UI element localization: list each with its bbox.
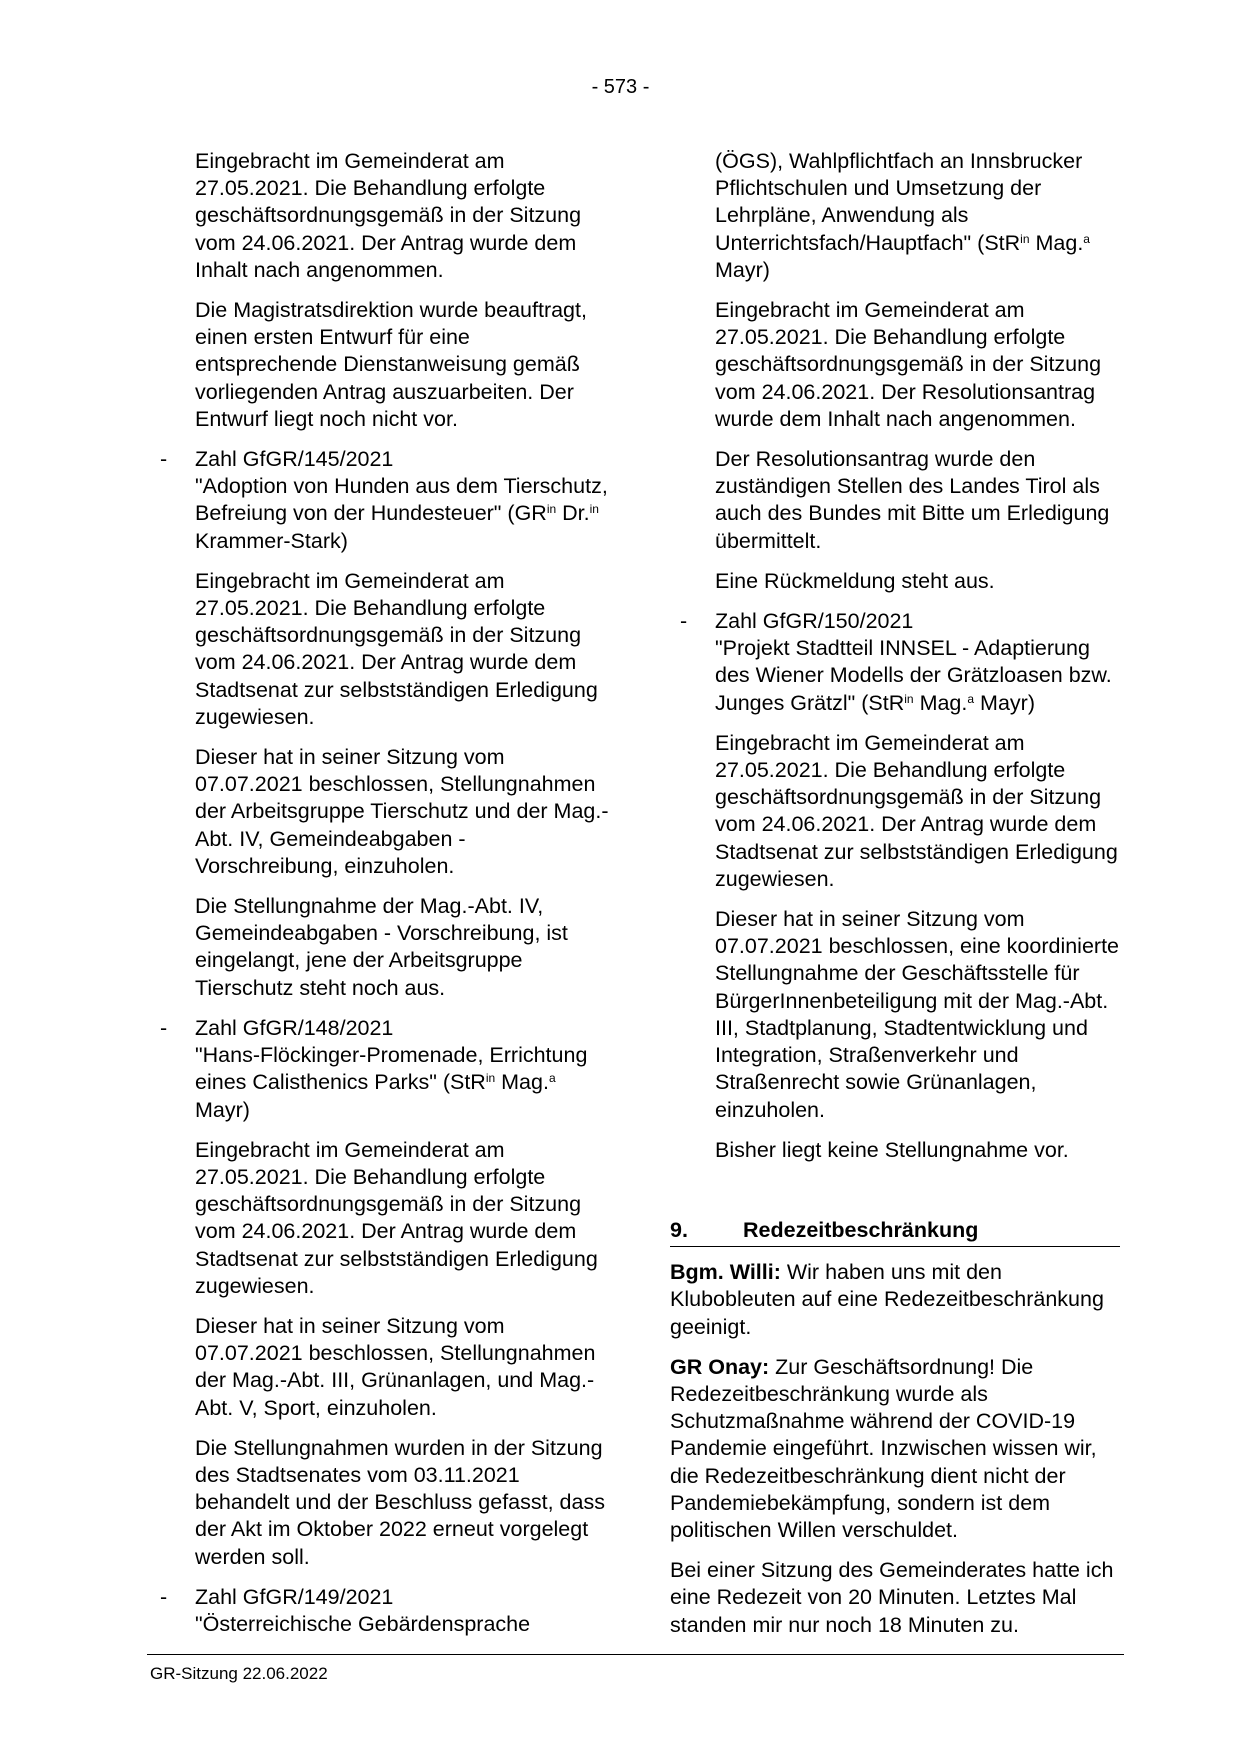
superscript: a <box>548 1071 556 1086</box>
title-text: Mag. <box>495 1070 549 1095</box>
item-title <box>715 635 1120 717</box>
superscript: in <box>589 502 599 517</box>
paragraph: Der Resolutionsantrag wurde den zuständigen Stellen des Landes Tirol als auch des Bundes mit Bitte um Erledigung übermittelt. <box>715 447 1110 553</box>
section-heading <box>670 1217 1120 1247</box>
item-title <box>195 1042 610 1124</box>
list-dash: - <box>160 1584 168 1609</box>
list-dash: - <box>160 447 168 472</box>
title-text: Dr. <box>556 501 590 526</box>
speech <box>670 1354 1120 1544</box>
title-text: "Adoption von Hunden aus dem Tierschutz, Befreiung von der Hundesteuer" (GR <box>195 474 608 526</box>
section-number: 9. <box>670 1217 688 1242</box>
title-text: Mayr) <box>715 257 770 282</box>
paragraph: Eingebracht im Gemeinderat am 27.05.2021. Die Behandlung erfolgte geschäftsordnungsgemäß in der Sitzung vom 24.06.2021. Der Antrag wurde dem Stadtsenat zur selbstständigen Erledigung zugewiesen. <box>715 730 1118 891</box>
paragraph: Eingebracht im Gemeinderat am 27.05.2021. Die Behandlung erfolgte geschäftsordnungsgemäß in der Sitzung vom 24.06.2021. Der Antrag wurde dem Stadtsenat zur selbstständigen Erledigung zugewiesen. <box>195 1137 598 1298</box>
list-dash: - <box>160 1015 168 1040</box>
item-title-continued <box>670 148 1120 284</box>
paragraph: Eingebracht im Gemeinderat am 27.05.2021. Die Behandlung erfolgte geschäftsordnungsgemäß in der Sitzung vom 24.06.2021. Der Antrag wurde dem Stadtsenat zur selbstständigen Erledigung zugewiesen. <box>195 568 598 729</box>
title-text: "Hans-Flöckinger-Promenade, Errichtung eines Calisthenics Parks" (StR <box>195 1043 588 1095</box>
title-text: Mag. <box>913 690 968 715</box>
list-item <box>150 446 610 1002</box>
spacer <box>670 1177 1120 1217</box>
speaker-name: GR Onay: <box>670 1354 770 1379</box>
paragraph: Dieser hat in seiner Sitzung vom 07.07.2021 beschlossen, eine koordinierte Stellungnahme der Geschäftsstelle für BürgerInnenbeteiligung mit der Mag.-Abt. III, Stadtplanung, Stadtentwicklung und Integration, Straßenverkehr und Straßenrecht sowie Grünanlagen, einzuholen. <box>715 907 1120 1122</box>
item-title <box>195 473 610 555</box>
title-text: (ÖGS), Wahlpflichtfach an Innsbrucker Pflichtschulen und Umsetzung der Lehrpläne, Anwendung als Unterrichtsfach/Hauptfach" (StR <box>715 149 1083 255</box>
section-title: Redezeitbeschränkung <box>743 1217 979 1242</box>
superscript: a <box>967 691 975 706</box>
paragraph: Die Stellungnahmen wurden in der Sitzung des Stadtsenates vom 03.11.2021 behandelt und der Beschluss gefasst, dass der Akt im Oktober 2022 erneut vorgelegt werden soll. <box>195 1435 605 1569</box>
speech-text: Zur Geschäftsordnung! Die Redezeitbeschränkung wurde als Schutzmaßnahme während der COVID-19 Pandemie eingeführt. Inzwischen wissen wir, die Redezeitbeschränkung dient nicht der Pandemiebekämpfung, sondern ist dem politischen Willen verschuldet. <box>670 1354 1097 1542</box>
paragraph: Dieser hat in seiner Sitzung vom 07.07.2021 beschlossen, Stellungnahmen der Arbeitsgruppe Tierschutz und der Mag.-Abt. IV, Gemeindeabgaben - Vorschreibung, einzuholen. <box>195 745 609 878</box>
left-column <box>150 148 610 1638</box>
superscript: in <box>1020 231 1030 246</box>
paragraph: Eine Rückmeldung steht aus. <box>715 568 995 593</box>
speaker-name: Bgm. Willi: <box>670 1260 781 1285</box>
footer: GR-Sitzung 22.06.2022 <box>150 1664 328 1683</box>
list-item <box>150 1584 610 1638</box>
title-text: Mayr) <box>195 1097 250 1122</box>
paragraph: Dieser hat in seiner Sitzung vom 07.07.2021 beschlossen, Stellungnahmen der Mag.-Abt. III, Grünanlagen, und Mag.-Abt. V, Sport, einzuholen. <box>195 1313 596 1420</box>
paragraph: Eingebracht im Gemeinderat am 27.05.2021. Die Behandlung erfolgte geschäftsordnungsgemäß in der Sitzung vom 24.06.2021. Der Antrag wurde dem Inhalt nach angenommen. <box>195 149 582 282</box>
paragraph: Die Stellungnahme der Mag.-Abt. IV, Gemeindeabgaben - Vorschreibung, ist eingelangt, jene der Arbeitsgruppe Tierschutz steht noch aus. <box>195 894 568 1000</box>
paragraph: Eingebracht im Gemeinderat am 27.05.2021. Die Behandlung erfolgte geschäftsordnungsgemäß in der Sitzung vom 24.06.2021. Der Resolutionsantrag wurde dem Inhalt nach angenommen. <box>715 298 1102 431</box>
right-column <box>670 148 1120 1652</box>
title-text: Krammer-Stark) <box>195 528 348 553</box>
item-number: Zahl GfGR/150/2021 <box>715 609 914 634</box>
superscript: in <box>904 691 914 706</box>
list-item <box>150 1015 610 1571</box>
item-number: Zahl GfGR/148/2021 <box>195 1015 394 1040</box>
title-text: "Projekt Stadtteil INNSEL - Adaptierung des Wiener Modells der Grätzloasen bzw. Junges Grätzl" (StR <box>715 636 1112 715</box>
page-number: - 573 - <box>591 76 650 98</box>
item-number: Zahl GfGR/145/2021 <box>195 447 394 472</box>
list-item <box>670 608 1120 1164</box>
list-dash: - <box>680 609 688 634</box>
paragraph: Die Magistratsdirektion wurde beauftragt, einen ersten Entwurf für eine entsprechende Dienstanweisung gemäß vorliegenden Antrag auszuarbeiten. Der Entwurf liegt noch nicht vor. <box>195 298 587 431</box>
item-title: "Österreichische Gebärdensprache <box>195 1611 531 1636</box>
speech <box>670 1259 1120 1341</box>
title-text: Mayr) <box>974 690 1035 715</box>
superscript: a <box>1083 231 1090 246</box>
footer-divider <box>147 1654 1124 1655</box>
paragraph: Bisher liegt keine Stellungnahme vor. <box>715 1137 1069 1162</box>
paragraph: Bei einer Sitzung des Gemeinderates hatte ich eine Redezeit von 20 Minuten. Letztes Mal standen mir nur noch 18 Minuten zu. <box>670 1558 1114 1637</box>
title-text: Mag. <box>1029 230 1084 255</box>
superscript: in <box>546 502 557 517</box>
item-number: Zahl GfGR/149/2021 <box>195 1584 394 1609</box>
speech-text: Wir haben uns mit den Klubobleuten auf eine Redezeitbeschränkung geeinigt. <box>670 1260 1104 1339</box>
superscript: in <box>485 1071 496 1086</box>
